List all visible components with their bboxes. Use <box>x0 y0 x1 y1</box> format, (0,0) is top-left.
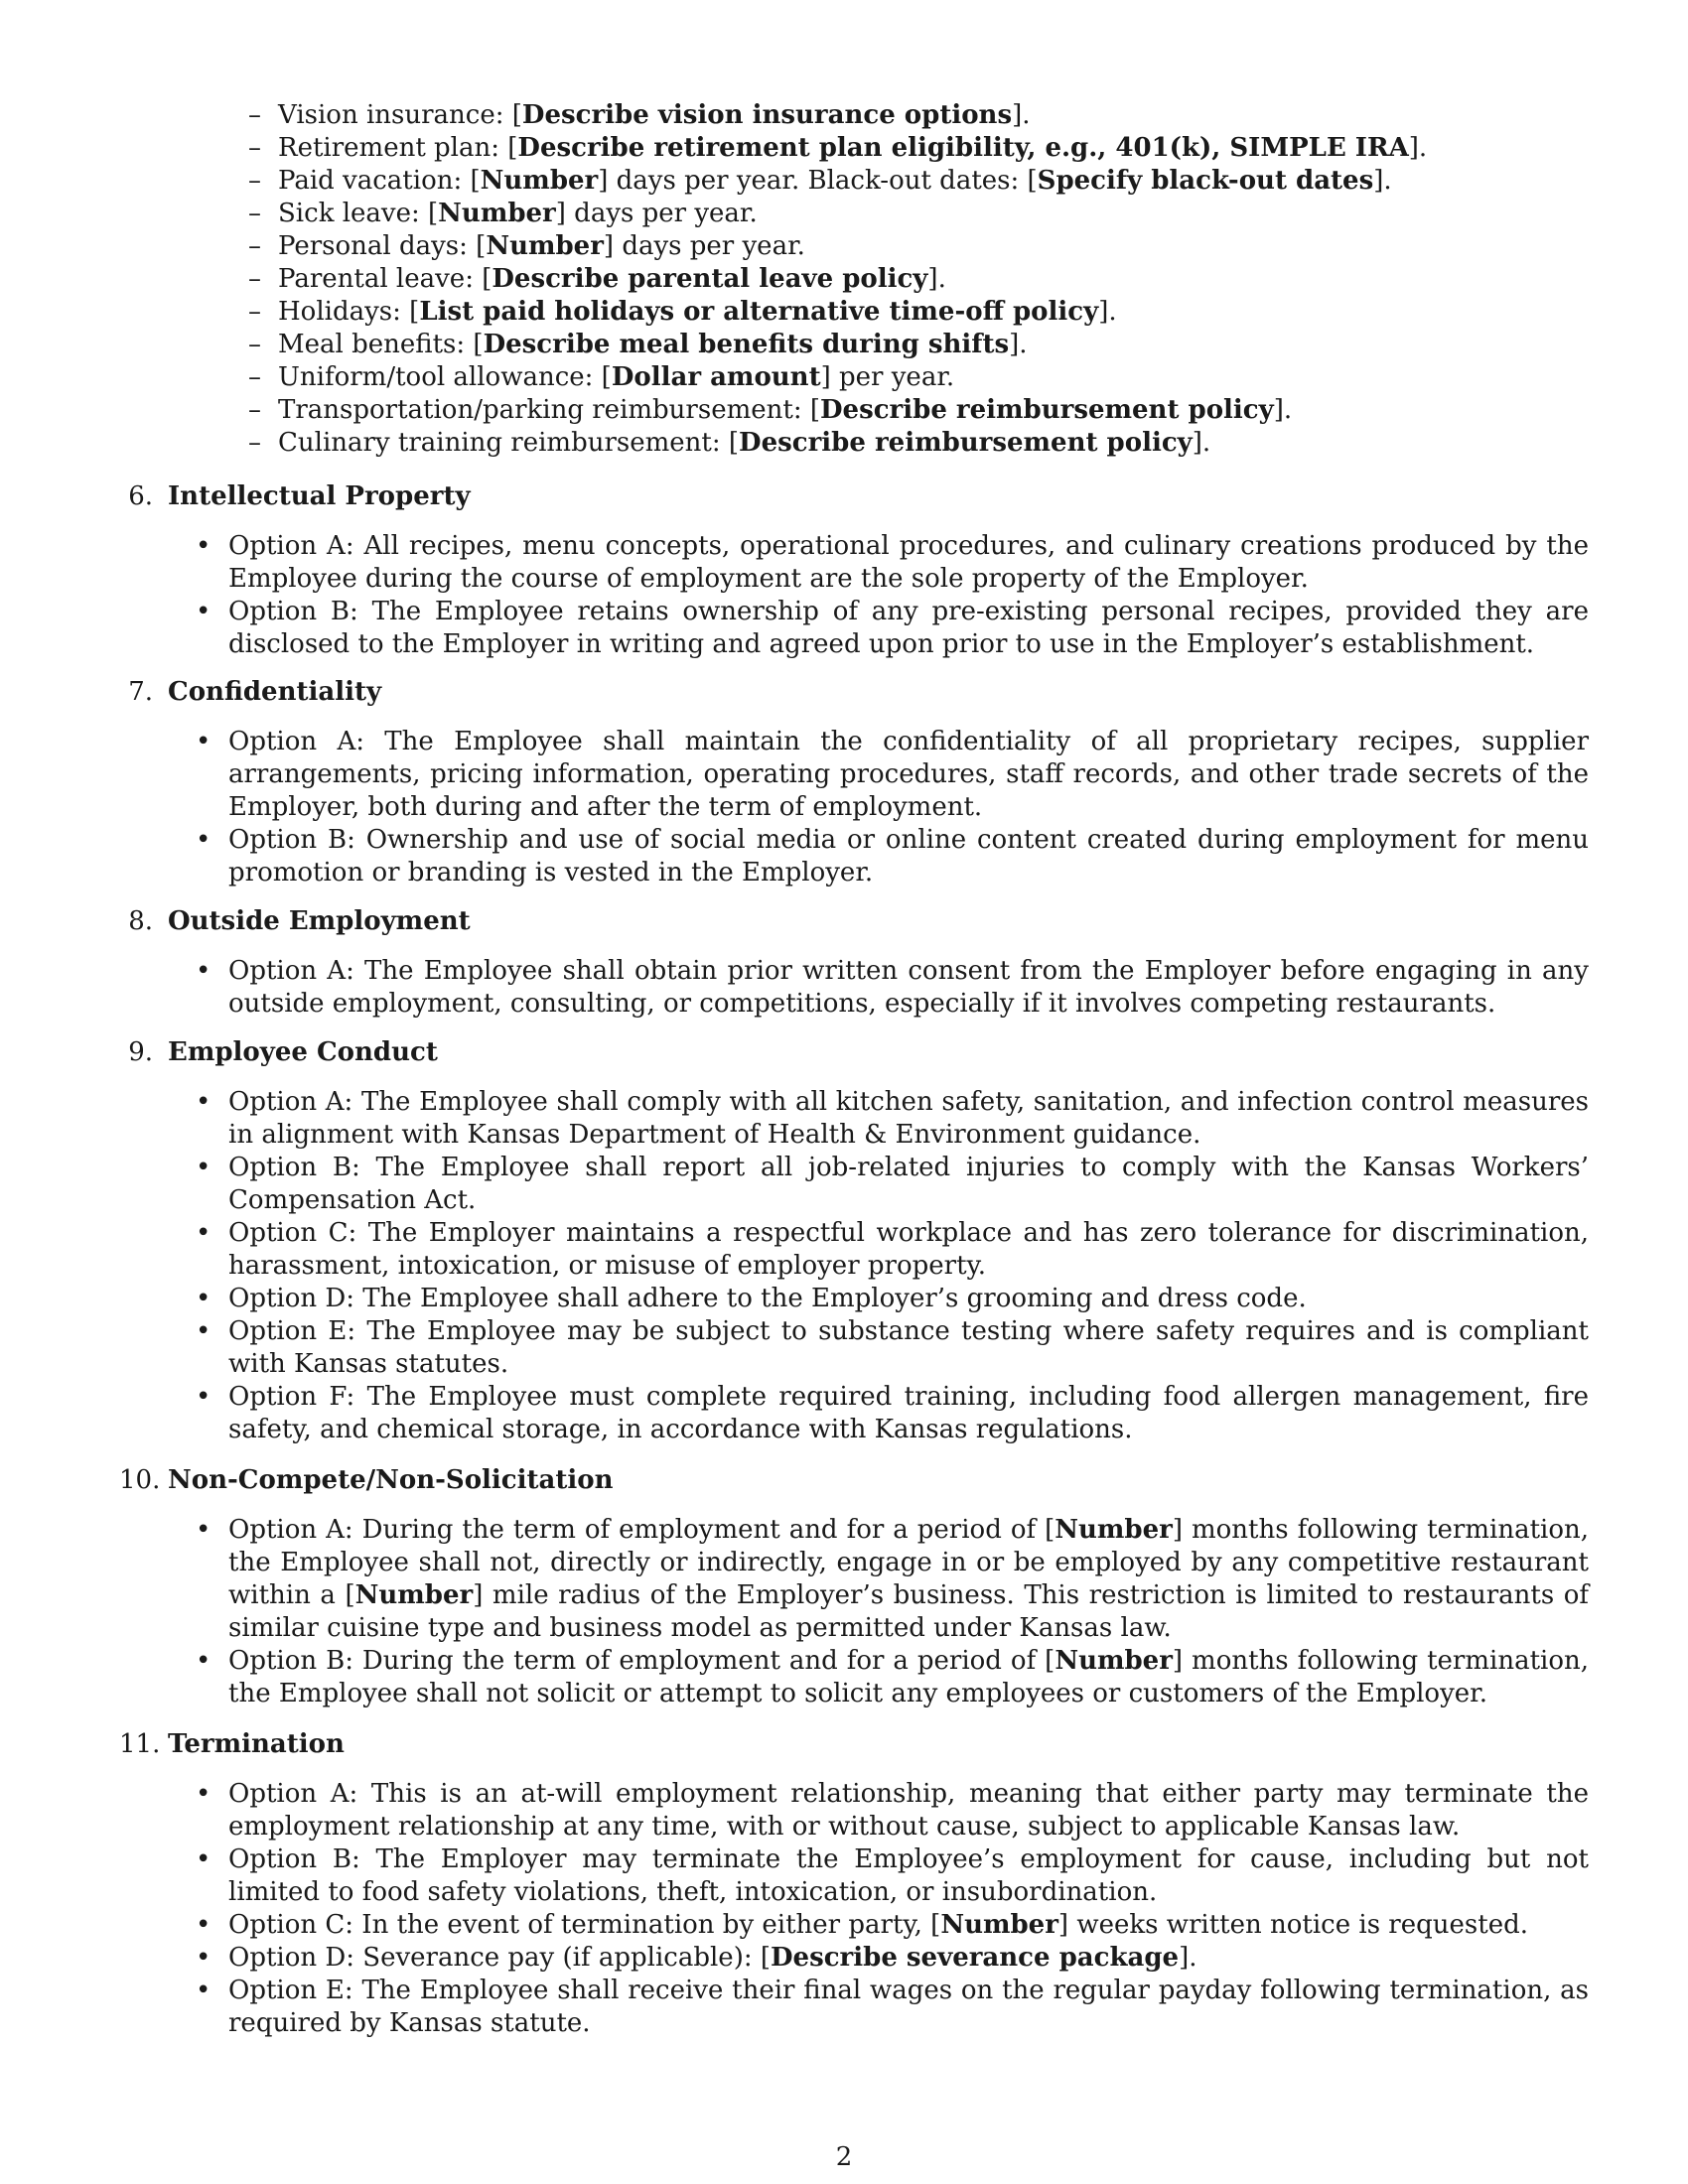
section-title: Termination <box>168 1729 345 1759</box>
bullet-marker: • <box>196 531 211 561</box>
list-item: – Vision insurance: [Describe vision insurance options]. <box>248 100 1031 130</box>
bullet-marker: • <box>196 1779 211 1809</box>
dash-marker: – <box>248 133 261 163</box>
bullet-marker: • <box>196 1087 211 1117</box>
dash-marker: – <box>248 264 261 294</box>
benefits-list <box>248 99 1589 460</box>
list-item: • Option A: The Employee shall maintain the confidentiality of all proprietary recipes, supplier arrangements, pricing information, operating procedures, staff records, and other trade secrets of the Employer, both during and after the term of employment. <box>196 727 1589 822</box>
list-item: – Personal days: [Number] days per year. <box>248 231 805 261</box>
bullet-marker: • <box>196 1910 211 1940</box>
section-heading <box>119 1728 1589 1761</box>
section-outside-employment <box>119 905 1589 1021</box>
bullet-marker: • <box>196 1943 211 1973</box>
section-number: 10. <box>119 1465 161 1495</box>
bullet-marker: • <box>196 1382 211 1412</box>
list-item: – Paid vacation: [Number] days per year. Black-out dates: [Specify black-out dates]. <box>248 166 1392 196</box>
list-item: • Option E: The Employee shall receive their final wages on the regular payday following termination, as required by Kansas statute. <box>196 1976 1589 2038</box>
section-number: 9. <box>128 1037 153 1067</box>
dash-marker: – <box>248 395 261 425</box>
options-list <box>119 1778 1589 2040</box>
bullet-marker: • <box>196 1316 211 1346</box>
section-number: 7. <box>128 677 153 707</box>
list-item: • Option C: The Employer maintains a respectful workplace and has zero tolerance for discrimination, harassment, intoxication, or misuse of employer property. <box>196 1218 1589 1281</box>
list-item: – Meal benefits: [Describe meal benefits during shifts]. <box>248 330 1028 359</box>
section-title: Non-Compete/Non-Solicitation <box>168 1465 614 1495</box>
page-number: 2 <box>835 2142 853 2172</box>
list-item: – Parental leave: [Describe parental leave policy]. <box>248 264 946 294</box>
section-heading <box>119 480 1589 513</box>
dash-marker: – <box>248 199 261 228</box>
list-item: • Option A: During the term of employment and for a period of [Number] months following termination, the Employee shall not, directly or indirectly, engage in or be employed by any competitive restaurant within a [Number] mile radius of the Employer’s business. This restriction is limited to restaurants of similar cuisine type and business model as permitted under Kansas law. <box>196 1515 1590 1643</box>
section-heading <box>119 905 1589 938</box>
bullet-marker: • <box>196 1844 211 1874</box>
list-item: • Option B: The Employee retains ownership of any pre-existing personal recipes, provided they are disclosed to the Employer in writing and agreed upon prior to use in the Employer’s establishment. <box>196 597 1589 659</box>
bullet-marker: • <box>196 1153 211 1182</box>
options-list <box>119 955 1589 1021</box>
section-title: Employee Conduct <box>168 1037 438 1067</box>
list-item: • Option A: The Employee shall comply with all kitchen safety, sanitation, and infection control measures in alignment with Kansas Department of Health & Environment guidance. <box>196 1087 1589 1150</box>
list-item: • Option C: In the event of termination by either party, [Number] weeks written notice is requested. <box>196 1910 1528 1940</box>
bullet-marker: • <box>196 1646 211 1676</box>
bullet-marker: • <box>196 597 211 626</box>
bullet-marker: • <box>196 1515 211 1545</box>
list-item: • Option B: The Employer may terminate the Employee’s employment for cause, including but not limited to food safety violations, theft, intoxication, or insubordination. <box>196 1844 1589 1907</box>
options-list <box>119 1086 1589 1446</box>
options-list <box>119 530 1589 661</box>
list-item: • Option A: This is an at-will employment relationship, meaning that either party may terminate the employment relationship at any time, with or without cause, subject to applicable Kansas law. <box>196 1779 1589 1842</box>
list-item: – Transportation/parking reimbursement: [Describe reimbursement policy]. <box>248 395 1293 425</box>
dash-marker: – <box>248 297 261 327</box>
list-item: • Option B: The Employee shall report all job-related injuries to comply with the Kansas Workers’ Compensation Act. <box>196 1153 1589 1215</box>
section-termination <box>119 1728 1589 2040</box>
section-number: 6. <box>128 481 153 511</box>
list-item: • Option B: Ownership and use of social media or online content created during employment for menu promotion or branding is vested in the Employer. <box>196 825 1589 887</box>
bullet-marker: • <box>196 1218 211 1248</box>
section-employee-conduct <box>119 1036 1589 1446</box>
dash-marker: – <box>248 231 261 261</box>
bullet-marker: • <box>196 825 211 855</box>
list-item: • Option A: The Employee shall obtain prior written consent from the Employer before engaging in any outside employment, consulting, or competitions, especially if it involves competing restaurants. <box>196 956 1589 1019</box>
options-list <box>119 1514 1589 1710</box>
section-heading <box>119 1036 1589 1069</box>
section-confidentiality <box>119 676 1589 889</box>
dash-marker: – <box>248 330 261 359</box>
list-item: – Uniform/tool allowance: [Dollar amount] per year. <box>248 362 955 392</box>
list-item: • Option F: The Employee must complete required training, including food allergen management, fire safety, and chemical storage, in accordance with Kansas regulations. <box>196 1382 1589 1444</box>
section-number: 8. <box>128 906 153 936</box>
section-title: Intellectual Property <box>168 481 471 511</box>
list-item: – Sick leave: [Number] days per year. <box>248 199 758 228</box>
dash-marker: – <box>248 428 261 458</box>
bullet-marker: • <box>196 956 211 986</box>
dash-marker: – <box>248 362 261 392</box>
section-title: Outside Employment <box>168 906 471 936</box>
section-heading <box>119 1464 1589 1497</box>
list-item: – Holidays: [List paid holidays or alternative time-off policy]. <box>248 297 1117 327</box>
bullet-marker: • <box>196 1284 211 1313</box>
bullet-marker: • <box>196 1976 211 2005</box>
options-list <box>119 726 1589 889</box>
list-item: • Option E: The Employee may be subject to substance testing where safety requires and is compliant with Kansas statutes. <box>196 1316 1589 1379</box>
section-title: Confidentiality <box>168 677 382 707</box>
list-item: • Option D: Severance pay (if applicable): [Describe severance package]. <box>196 1943 1197 1973</box>
dash-marker: – <box>248 166 261 196</box>
bullet-marker: • <box>196 727 211 756</box>
list-item: • Option B: During the term of employment and for a period of [Number] months following termination, the Employee shall not solicit or attempt to solicit any employees or customers of the Employer. <box>196 1646 1589 1708</box>
list-item: • Option A: All recipes, menu concepts, operational procedures, and culinary creations produced by the Employee during the course of employment are the sole property of the Employer. <box>196 531 1589 594</box>
section-number: 11. <box>119 1729 161 1759</box>
section-non-compete <box>119 1464 1589 1710</box>
list-item: – Culinary training reimbursement: [Describe reimbursement policy]. <box>248 428 1211 458</box>
list-item: – Retirement plan: [Describe retirement plan eligibility, e.g., 401(k), SIMPLE IRA]. <box>248 133 1428 163</box>
dash-marker: – <box>248 100 261 130</box>
list-item: • Option D: The Employee shall adhere to the Employer’s grooming and dress code. <box>196 1284 1307 1313</box>
section-intellectual-property <box>119 480 1589 661</box>
section-heading <box>119 676 1589 709</box>
